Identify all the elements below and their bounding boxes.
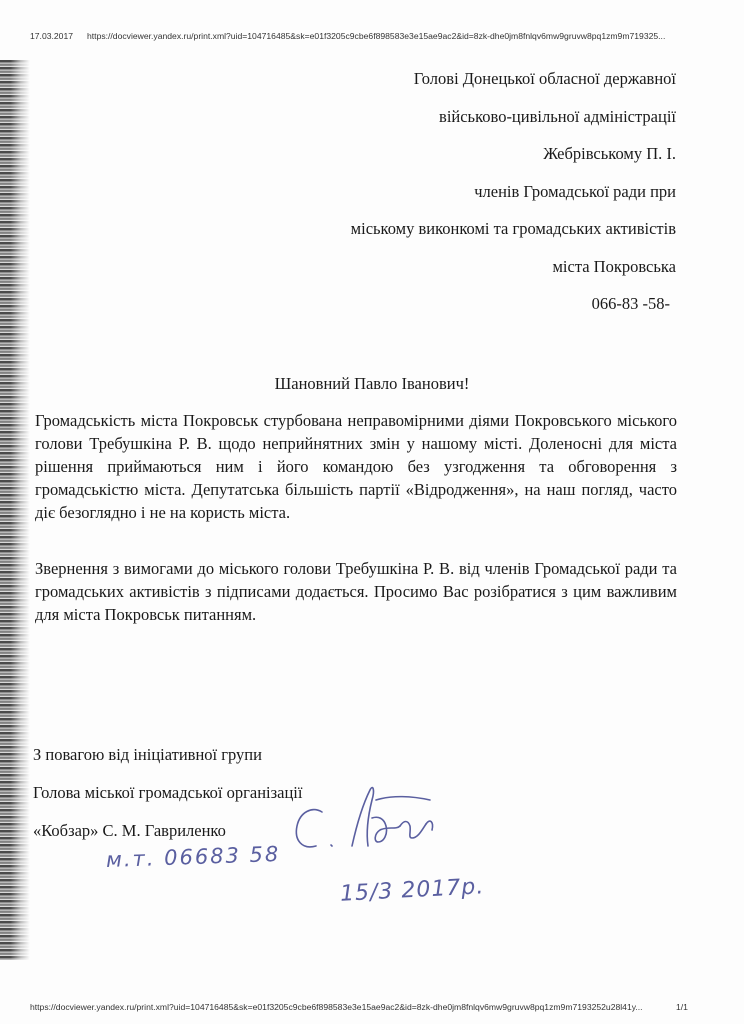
print-header — [30, 31, 665, 41]
body-paragraph-2 — [35, 557, 677, 626]
closing-line: З повагою від ініціативної групи — [33, 745, 262, 764]
signer-name: «Кобзар» С. М. Гавриленко — [33, 821, 226, 840]
sender-line: міста Покровська — [552, 256, 676, 276]
scan-shadow — [0, 60, 30, 960]
signer-title: Голова міської громадської організації — [33, 783, 303, 802]
body-paragraph-1 — [35, 409, 677, 524]
print-date: 17.03.2017 — [30, 31, 74, 41]
paragraph-text: Звернення з вимогами до міського голови Требушкіна Р. В. від членів Громадської ради та громадських активістів з підписами додається. Просимо Вас розібратися з цим важливим для міста Покровськ питанням. — [35, 559, 677, 624]
print-footer — [30, 1002, 688, 1012]
print-url: https://docviewer.yandex.ru/print.xml?uid=104716485&sk=e01f3205c9cbe6f898583e3e15ae9ac2&id=8zk-dhe0jm8fnlqv6mw9gruvw8pq1zm9m719325... — [87, 31, 666, 41]
salutation: Шановний Павло Іванович! — [274, 374, 470, 393]
print-url: https://docviewer.yandex.ru/print.xml?uid=104716485&sk=e01f3205c9cbe6f898583e3e15ae9ac2&id=8zk-dhe0jm8fnlqv6mw9gruvw8pq1zm9m7193252u28l41y... — [30, 1002, 643, 1012]
sender-phone: 066-83 -58- — [591, 294, 670, 313]
paragraph-text: Громадськість міста Покровськ стурбована неправомірними діями Покровського міського голови Требушкіна Р. В. щодо неприйнятних змін у нашому місті. Доленосні для міста рішення приймаються ним і його командою без узгодження та обговорення з громадськістю міста. Депутатська більшість партії «Відродження», на наш погляд, часто діє безоглядно і не на користь міста. — [35, 411, 677, 522]
handwritten-date-note: 15/3 2017р. — [339, 874, 485, 907]
addressee-line: Жебрівському П. І. — [543, 144, 676, 163]
page-number: 1/1 — [676, 1002, 688, 1012]
handwritten-phone-note: м.т. 06683 58 — [105, 841, 281, 873]
sender-line: членів Громадської ради при — [474, 181, 676, 201]
addressee-line: військово-цивільної адміністрації — [439, 106, 676, 126]
addressee-line: Голові Донецької обласної державної — [413, 69, 676, 88]
addressee-block — [351, 60, 676, 323]
sender-line: міському виконкомі та громадських активістів — [350, 219, 676, 238]
